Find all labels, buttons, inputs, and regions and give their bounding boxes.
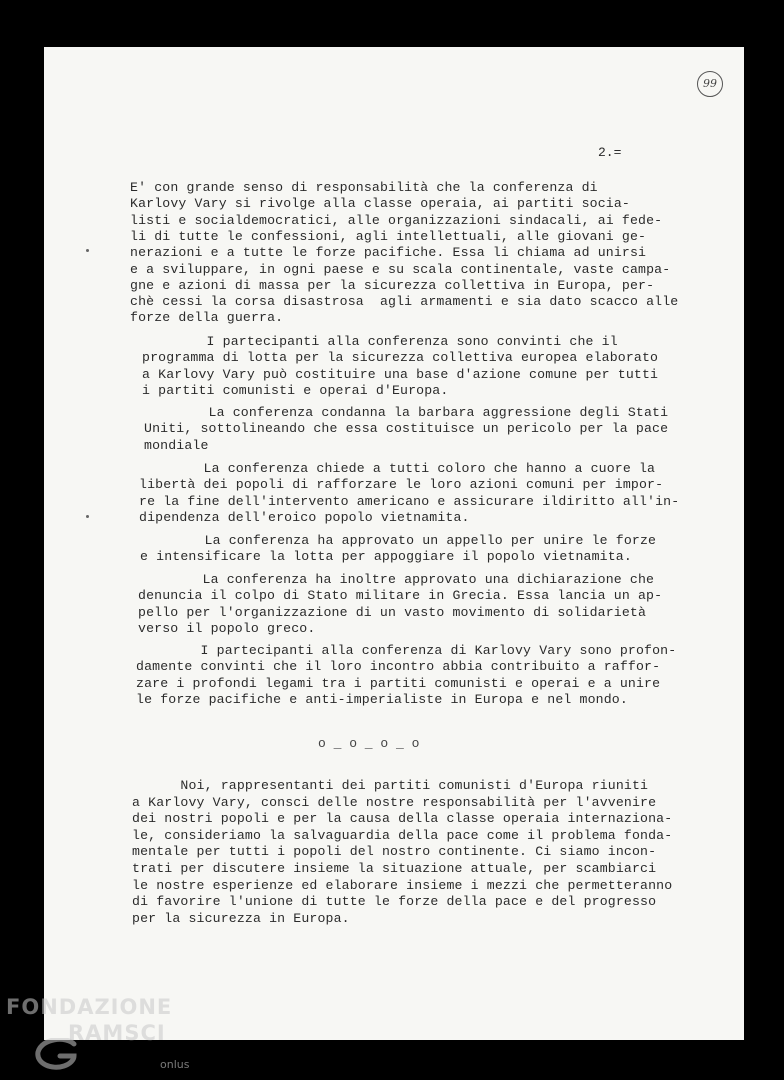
text-line: Uniti, sottolineando che essa costituisce un pericolo per la pace (144, 421, 669, 437)
text-line: le nostre esperienze ed elaborare insieme i mezzi che permetteranno (132, 877, 673, 893)
logo-line-2: RAMSCI (68, 1021, 166, 1045)
text-line: libertà dei popoli di rafforzare le loro azioni comuni per impor- (139, 477, 664, 493)
logo-line-1: FONDAZIONE (6, 995, 173, 1019)
text-line: mentale per tutti i popoli del nostro continente. Ci siamo incon- (132, 844, 657, 860)
text-line: i partiti comunisti e operai d'Europa. (142, 382, 449, 398)
fondazione-gramsci-logo (6, 994, 190, 1071)
text-line: gne e azioni di massa per la sicurezza collettiva in Europa, per- (130, 277, 655, 293)
section-separator: o _ o _ o _ o (318, 736, 420, 751)
text-line: per la sicurezza in Europa. (132, 910, 350, 926)
sheet-number: 2.= (598, 145, 622, 160)
text-line: a Karlovy Vary, consci delle nostre responsabilità per l'avvenire (132, 794, 657, 810)
margin-dot (86, 515, 89, 518)
text-line: pello per l'organizzazione di un vasto movimento di solidarietà (138, 604, 647, 620)
text-line: forze della guerra. (130, 310, 284, 326)
text-line: le, consideriamo la salvaguardia della pace come il problema fonda- (132, 827, 673, 843)
text-line: La conferenza condanna la barbara aggressione degli Stati (144, 405, 669, 420)
text-line: La conferenza ha inoltre approvato una dichiarazione che (138, 572, 655, 587)
text-line: mondiale (144, 437, 209, 453)
text-line: trati per discutere insieme la situazione attuale, per scambiarci (132, 861, 657, 876)
text-line: programma di lotta per la sicurezza collettiva europea elaborato (142, 350, 659, 366)
text-line: nerazioni e a tutte le forze pacifiche. Essa li chiama ad unirsi (130, 245, 647, 261)
text-line: I partecipanti alla conferenza sono convinti che il (142, 334, 618, 349)
text-line: verso il popolo greco. (138, 620, 316, 636)
text-line: dipendenza dell'eroico popolo vietnamita. (139, 509, 470, 525)
text-line: La conferenza ha approvato un appello per unire le forze (140, 533, 657, 548)
text-line: Karlovy Vary si rivolge alla classe operaia, ai partiti socia- (130, 196, 630, 212)
text-line: dei nostri popoli e per la causa della classe operaia internaziona- (132, 811, 673, 827)
text-line: li di tutte le confessioni, agli intellettuali, alle giovani ge- (130, 228, 647, 244)
text-line: le forze pacifiche e anti-imperialiste in Europa e nel mondo. (136, 691, 628, 707)
archive-page-number: 99 (697, 71, 723, 97)
text-line: zare i profondi legami tra i partiti comunisti e operai e a unire (136, 675, 661, 691)
text-line: La conferenza chiede a tutti coloro che hanno a cuore la (139, 461, 656, 476)
text-line: chè cessi la corsa disastrosa agli armamenti e sia dato scacco alle (130, 294, 679, 310)
text-line: Noi, rappresentanti dei partiti comunisti d'Europa riuniti (132, 778, 649, 793)
text-line: denuncia il colpo di Stato militare in Grecia. Essa lancia un ap- (138, 588, 663, 604)
text-line: I partecipanti alla conferenza di Karlovy Vary sono profon- (136, 643, 677, 658)
text-line: di favorire l'unione di tutte le forze della pace e del progresso (132, 894, 657, 910)
text-line: E' con grande senso di responsabilità che la conferenza di (130, 180, 598, 195)
text-line: a Karlovy Vary può costituire una base d'azione comune per tutti (142, 366, 659, 382)
text-line: re la fine dell'intervento americano e assicurare ildiritto all'in- (139, 493, 680, 509)
text-line: listi e socialdemocratici, alle organizzazioni sindacali, ai fede- (130, 212, 663, 228)
text-line: e a sviluppare, in ogni paese e su scala continentale, vaste campa- (130, 261, 671, 277)
text-line: e intensificare la lotta per appoggiare il popolo vietnamita. (140, 549, 632, 565)
logo-onlus: onlus (160, 1058, 190, 1071)
margin-dot (86, 249, 89, 252)
text-line: damente convinti che il loro incontro abbia contribuito a raffor- (136, 659, 661, 675)
logo-g-icon (34, 1038, 80, 1070)
